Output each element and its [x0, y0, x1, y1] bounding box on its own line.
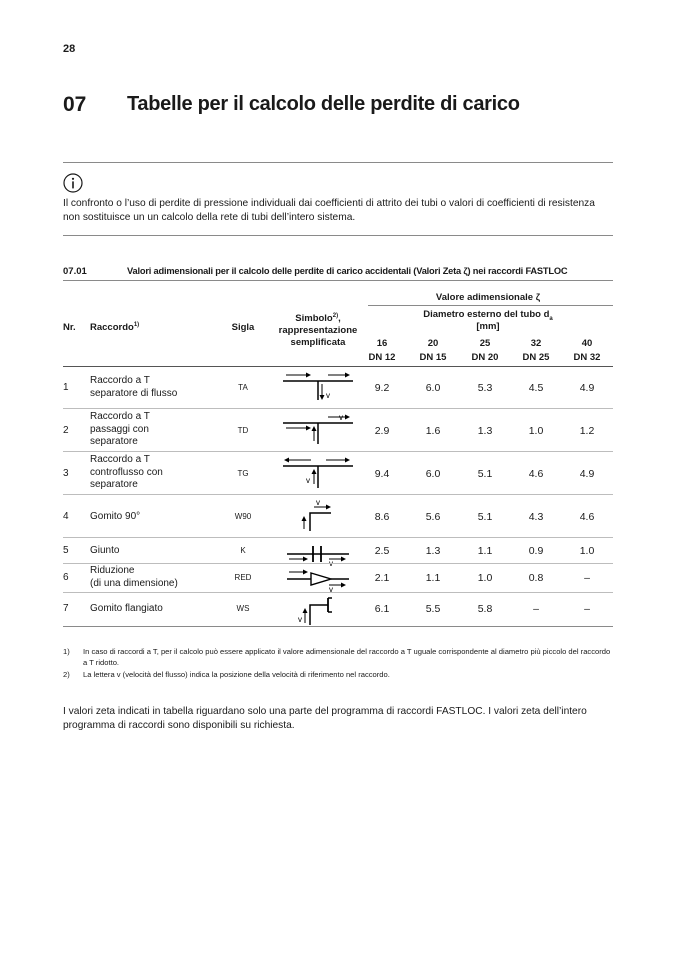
row-value: 6.1: [374, 603, 390, 615]
row-value: 2.1: [374, 572, 390, 584]
header-size: 16: [376, 338, 388, 349]
section-title: Valori adimensionali per il calcolo delle perdite di carico accidentali (Valori Zeta ζ) nei raccordi FASTLOC: [127, 266, 568, 276]
symbol-v-label: v: [329, 559, 333, 568]
footnote-number: 2): [63, 670, 70, 679]
header-simbolo: [268, 310, 368, 349]
row-value: 4.9: [579, 382, 595, 394]
header-dn: DN 20: [471, 352, 499, 363]
symbol-v-label: v: [329, 585, 333, 594]
chapter-number: 07: [63, 93, 87, 116]
row-value: 6.0: [425, 382, 441, 394]
symbol-v-label: v: [306, 476, 310, 485]
row-value: 1.3: [425, 545, 441, 557]
row-value: 1.0: [579, 545, 595, 557]
divider: [63, 162, 613, 163]
row-divider: [63, 537, 613, 538]
row-value: 1.1: [477, 545, 493, 557]
row-divider: [63, 408, 613, 409]
row-name: [90, 565, 178, 590]
row-name-line: Raccordo a T: [90, 411, 150, 422]
row-name-line: Raccordo a T: [90, 375, 150, 386]
header-raccordo: [90, 322, 139, 333]
row-sigla: W90: [234, 512, 252, 521]
page-number: 28: [63, 43, 76, 55]
header-sigla: Sigla: [231, 322, 255, 333]
row-name-line: passaggi con: [90, 423, 149, 435]
section-number: 07.01: [63, 266, 87, 277]
row-nr: 6: [63, 572, 69, 583]
footnote: [63, 669, 613, 681]
row-name-line: separatore: [90, 479, 138, 490]
row-sigla: TG: [237, 469, 249, 478]
header-dn: DN 25: [522, 352, 550, 363]
row-sigla: RED: [234, 573, 252, 582]
row-value: 1.3: [477, 425, 493, 437]
row-value: 1.1: [425, 572, 441, 584]
row-name-line: Riduzione: [90, 565, 135, 576]
row-nr: 1: [63, 382, 69, 393]
header-simbolo-sup: 2): [332, 313, 339, 319]
footnote-number: 1): [63, 647, 70, 656]
header-diametro: [363, 309, 613, 322]
header-dn: DN 12: [368, 352, 396, 363]
row-nr: 5: [63, 545, 69, 556]
row-name: Giunto: [90, 545, 120, 556]
row-nr: 3: [63, 468, 69, 479]
row-value: 0.9: [528, 545, 544, 557]
row-value: 0.8: [528, 572, 544, 584]
header-size: 20: [427, 338, 439, 349]
row-divider: [63, 451, 613, 452]
header-raccordo-label: Raccordo: [90, 322, 134, 334]
row-nr: 2: [63, 425, 69, 436]
divider: [63, 366, 613, 367]
footnote-text: In caso di raccordi a T, per il calcolo può essere applicato il valore adimensionale del raccordo a T uguale corrispondente al diametro più piccolo del raccordo a T ridotto.: [83, 647, 611, 667]
symbol-v-label: v: [298, 615, 302, 624]
header-unit: [mm]: [476, 321, 500, 332]
row-value: 1.0: [528, 425, 544, 437]
header-raccordo-sup: 1): [133, 322, 140, 328]
row-name: Gomito flangiato: [90, 603, 163, 614]
row-sigla: TA: [238, 383, 248, 392]
row-value: 8.6: [374, 511, 390, 523]
header-valore: Valore adimensionale ζ: [435, 292, 541, 303]
divider: [63, 235, 613, 236]
chapter-title: Tabelle per il calcolo delle perdite di carico: [127, 93, 520, 115]
elbow-90-symbol: [283, 499, 353, 531]
header-diametro-sub: a: [549, 315, 553, 322]
header-divider: [368, 305, 613, 306]
footnote: [63, 646, 613, 670]
row-value: 1.0: [477, 572, 493, 584]
header-size: 32: [530, 338, 542, 349]
row-value: 2.9: [374, 425, 390, 437]
header-size: 25: [479, 338, 491, 349]
header-simbolo-l2: rappresentazione: [278, 325, 358, 337]
header-diametro-label: Diametro esterno del tubo d: [423, 309, 550, 320]
row-value: 5.1: [477, 511, 493, 523]
header-nr: Nr.: [63, 322, 76, 333]
row-name: Gomito 90°: [90, 511, 141, 522]
header-simbolo-l3: semplificata: [290, 337, 346, 349]
row-value: –: [584, 572, 590, 584]
row-value: 5.1: [477, 468, 493, 480]
tee-flow-separator-symbol: [283, 370, 353, 402]
info-icon: [63, 173, 83, 193]
row-name-line: (di una dimensione): [90, 577, 178, 589]
row-value: –: [533, 603, 539, 615]
footnote-text: La lettera v (velocità del flusso) indica la posizione della velocità di riferimento nel raccordo.: [83, 670, 390, 679]
tee-counterflow-separator-symbol: [283, 456, 353, 488]
header-size: 40: [581, 338, 593, 349]
row-divider: [63, 494, 613, 495]
row-value: –: [584, 603, 590, 615]
row-value: 1.6: [425, 425, 441, 437]
row-value: 4.3: [528, 511, 544, 523]
row-value: 5.8: [477, 603, 493, 615]
row-sigla: K: [240, 546, 246, 555]
row-name-line: Raccordo a T: [90, 454, 150, 465]
header-simbolo-comma: ,: [338, 313, 341, 325]
row-nr: 4: [63, 511, 69, 522]
row-value: 5.3: [477, 382, 493, 394]
row-value: 4.6: [579, 511, 595, 523]
row-value: 9.4: [374, 468, 390, 480]
row-sigla: WS: [236, 604, 250, 613]
row-name-line: controflusso con: [90, 466, 163, 478]
row-value: 4.5: [528, 382, 544, 394]
header-dn: DN 32: [573, 352, 601, 363]
row-value: 2.5: [374, 545, 390, 557]
row-name: [90, 411, 150, 449]
symbol-v-label: v: [326, 391, 330, 400]
row-name: [90, 454, 163, 492]
row-value: 1.2: [579, 425, 595, 437]
row-divider: [63, 563, 613, 564]
divider: [63, 280, 613, 281]
info-note: Il confronto o l’uso di perdite di pressione individuali dai coefficienti di attrito dei tubi o valori di coefficienti di resistenza non sostituisce un un calcolo della rete di tubi dell’intero sistema.: [63, 198, 595, 223]
tee-passage-separator-symbol: [283, 412, 353, 444]
divider: [63, 626, 613, 627]
row-name-line: separatore: [90, 436, 138, 447]
header-dn: DN 15: [419, 352, 447, 363]
row-value: 4.6: [528, 468, 544, 480]
row-value: 4.9: [579, 468, 595, 480]
symbol-v-label: v: [316, 499, 320, 507]
row-value: 6.0: [425, 468, 441, 480]
row-value: 5.5: [425, 603, 441, 615]
header-simbolo-l1: Simbolo: [295, 313, 333, 325]
row-value: 5.6: [425, 511, 441, 523]
row-sigla: TD: [237, 426, 249, 435]
symbol-v-label: v: [339, 413, 343, 422]
row-nr: 7: [63, 603, 69, 614]
row-name: [90, 374, 177, 400]
row-name-line: separatore di flusso: [90, 388, 178, 399]
flanged-elbow-symbol: [283, 593, 353, 625]
closing-paragraph: I valori zeta indicati in tabella riguardano solo una parte del programma di raccordi FASTLOC. I valori zeta dell’intero programma di raccordi sono disponibili su richiesta.: [63, 706, 587, 731]
row-value: 9.2: [374, 382, 390, 394]
